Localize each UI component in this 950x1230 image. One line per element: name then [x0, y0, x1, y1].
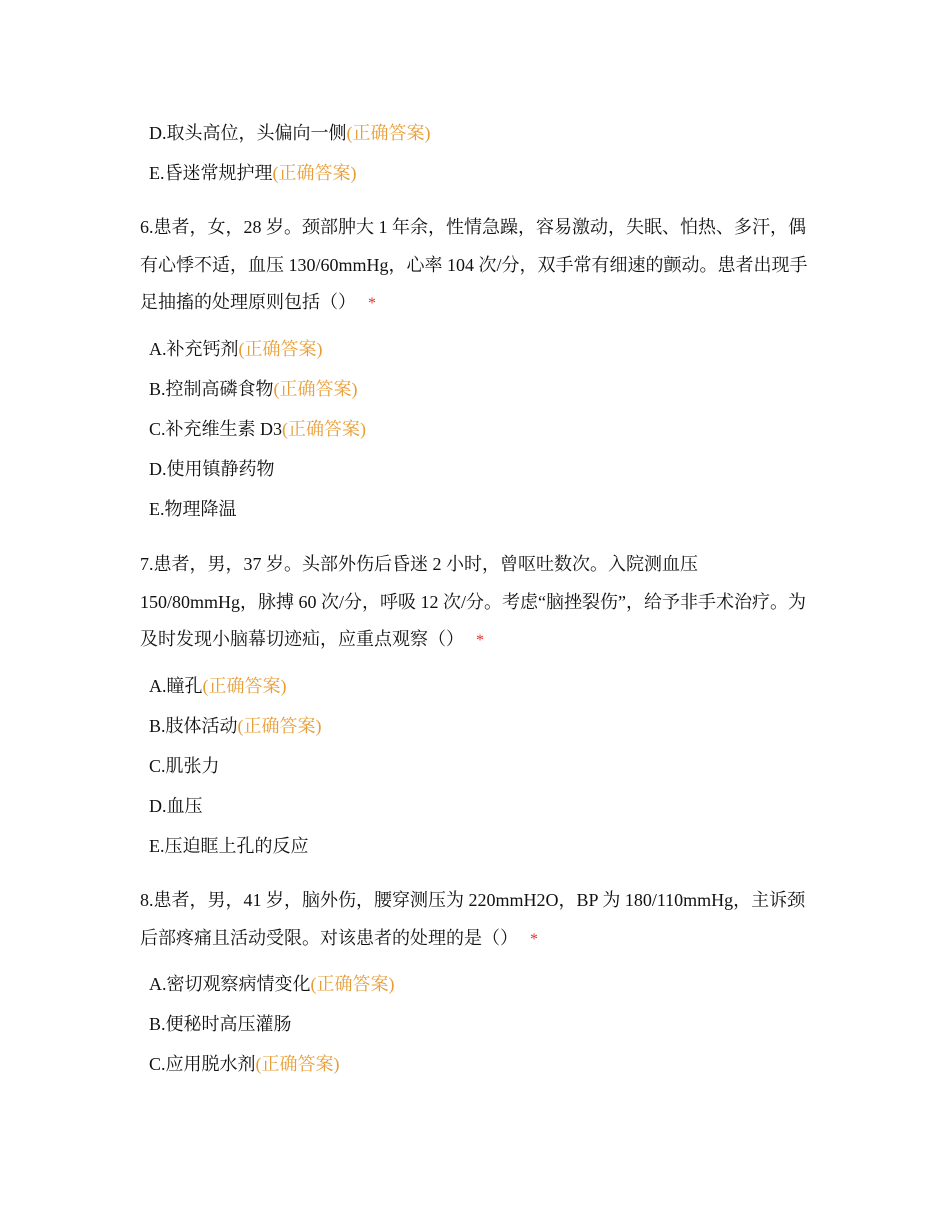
- option-text: E.昏迷常规护理: [149, 163, 273, 183]
- correct-answer-label: (正确答案): [238, 339, 323, 359]
- answer-option: [149, 674, 287, 698]
- option-text: D.血压: [149, 796, 203, 816]
- question-text: [140, 882, 820, 958]
- option-text: A.补充钙剂: [149, 339, 239, 359]
- correct-answer-label: (正确答案): [346, 123, 431, 143]
- option-text: C.应用脱水剂: [149, 1054, 256, 1074]
- answer-option: [149, 972, 395, 996]
- answer-option: [149, 794, 203, 818]
- question-text: [140, 546, 820, 660]
- answer-option: [149, 714, 322, 738]
- answer-option: [149, 1012, 292, 1036]
- answer-option: [149, 497, 237, 521]
- answer-option: [149, 121, 431, 145]
- question-stem: 6.患者，女，28 岁。颈部肿大 1 年余，性情急躁，容易激动，失眠、怕热、多汗，偶有心悸不适，血压 130/60mmHg，心率 104 次/分，双手常有细速的颤动。患者出现手足抽搐的处理原则包括（）: [140, 217, 808, 312]
- option-text: C.肌张力: [149, 756, 220, 776]
- option-text: D.取头高位，头偏向一侧: [149, 123, 347, 143]
- answer-option: [149, 417, 366, 441]
- option-text: A.瞳孔: [149, 676, 203, 696]
- answer-option: [149, 754, 220, 778]
- option-text: C.补充维生素 D3: [149, 419, 283, 439]
- required-mark: *: [476, 632, 484, 649]
- question-stem: 7.患者，男，37 岁。头部外伤后昏迷 2 小时，曾呕吐数次。入院测血压 150/80mmHg，脉搏 60 次/分，呼吸 12 次/分。考虑“脑挫裂伤”，给予非手术治疗。为及时发现小脑幕切迹疝，应重点观察（）: [140, 554, 806, 649]
- answer-option: [149, 377, 358, 401]
- correct-answer-label: (正确答案): [310, 974, 395, 994]
- question-stem: 8.患者，男，41 岁，脑外伤，腰穿测压为 220mmH2O，BP 为 180/110mmHg，主诉颈后部疼痛且活动受限。对该患者的处理的是（）: [140, 890, 806, 948]
- correct-answer-label: (正确答案): [272, 163, 357, 183]
- option-text: B.控制高磷食物: [149, 379, 274, 399]
- option-text: A.密切观察病情变化: [149, 974, 311, 994]
- option-text: B.便秘时高压灌肠: [149, 1014, 292, 1034]
- option-text: B.肢体活动: [149, 716, 238, 736]
- correct-answer-label: (正确答案): [282, 419, 367, 439]
- correct-answer-label: (正确答案): [237, 716, 322, 736]
- answer-option: [149, 1052, 340, 1076]
- answer-option: [149, 457, 275, 481]
- option-text: D.使用镇静药物: [149, 459, 275, 479]
- option-text: E.物理降温: [149, 499, 237, 519]
- option-text: E.压迫眶上孔的反应: [149, 836, 309, 856]
- answer-option: [149, 834, 309, 858]
- correct-answer-label: (正确答案): [255, 1054, 340, 1074]
- answer-option: [149, 337, 323, 361]
- correct-answer-label: (正确答案): [273, 379, 358, 399]
- required-mark: *: [368, 295, 376, 312]
- required-mark: *: [530, 930, 538, 948]
- correct-answer-label: (正确答案): [202, 676, 287, 696]
- question-text: [140, 209, 820, 323]
- answer-option: [149, 161, 357, 185]
